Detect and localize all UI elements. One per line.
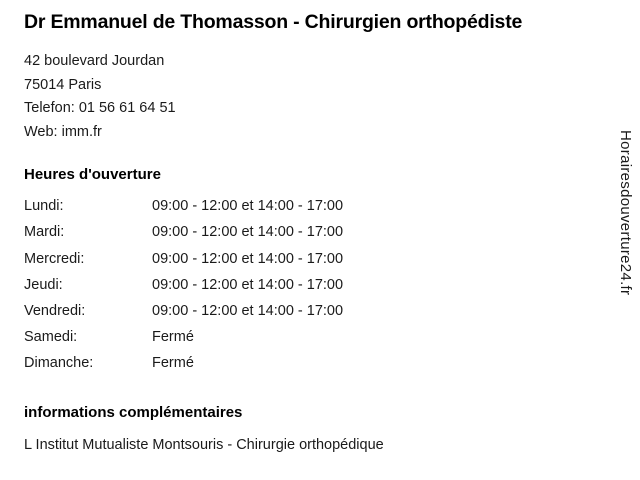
- table-row: [24, 276, 343, 302]
- address-street: 42 boulevard Jourdan: [24, 53, 165, 70]
- hours-day-value: 09:00 - 12:00 et 14:00 - 17:00: [152, 224, 344, 241]
- additional-info-heading: informations complémentaires: [24, 404, 243, 422]
- table-row: [24, 302, 343, 328]
- site-watermark-label: Horairesdouverture24.fr: [617, 130, 634, 296]
- hours-day-label: Samedi:: [24, 328, 78, 345]
- address-web: Web: imm.fr: [24, 123, 102, 140]
- hours-day-label: Lundi:: [24, 198, 64, 215]
- address-city: 75014 Paris: [24, 76, 102, 93]
- hours-day-label: Mercredi:: [24, 250, 85, 267]
- table-row: [24, 354, 343, 380]
- hours-day-value: Fermé: [152, 328, 194, 345]
- opening-hours-heading: Heures d'ouverture: [24, 166, 161, 184]
- page-title: Dr Emmanuel de Thomasson - Chirurgien orthopédiste: [24, 11, 523, 33]
- address-block: [24, 50, 604, 144]
- hours-day-value: 09:00 - 12:00 et 14:00 - 17:00: [152, 276, 344, 293]
- hours-day-value: 09:00 - 12:00 et 14:00 - 17:00: [152, 250, 344, 267]
- table-row: [24, 250, 343, 276]
- additional-info-text: L Institut Mutualiste Montsouris - Chirurgie orthopédique: [24, 437, 384, 454]
- hours-day-value: 09:00 - 12:00 et 14:00 - 17:00: [152, 198, 344, 215]
- table-row: [24, 328, 343, 354]
- hours-day-label: Mardi:: [24, 224, 65, 241]
- hours-day-value: Fermé: [152, 355, 194, 372]
- table-row: [24, 223, 343, 249]
- address-phone: Telefon: 01 56 61 64 51: [24, 100, 176, 117]
- hours-day-label: Dimanche:: [24, 355, 94, 372]
- table-row: [24, 197, 343, 223]
- hours-day-value: 09:00 - 12:00 et 14:00 - 17:00: [152, 302, 344, 319]
- opening-hours-table: [24, 197, 343, 380]
- hours-day-label: Vendredi:: [24, 302, 86, 319]
- main-content: [24, 10, 604, 455]
- hours-day-label: Jeudi:: [24, 276, 63, 293]
